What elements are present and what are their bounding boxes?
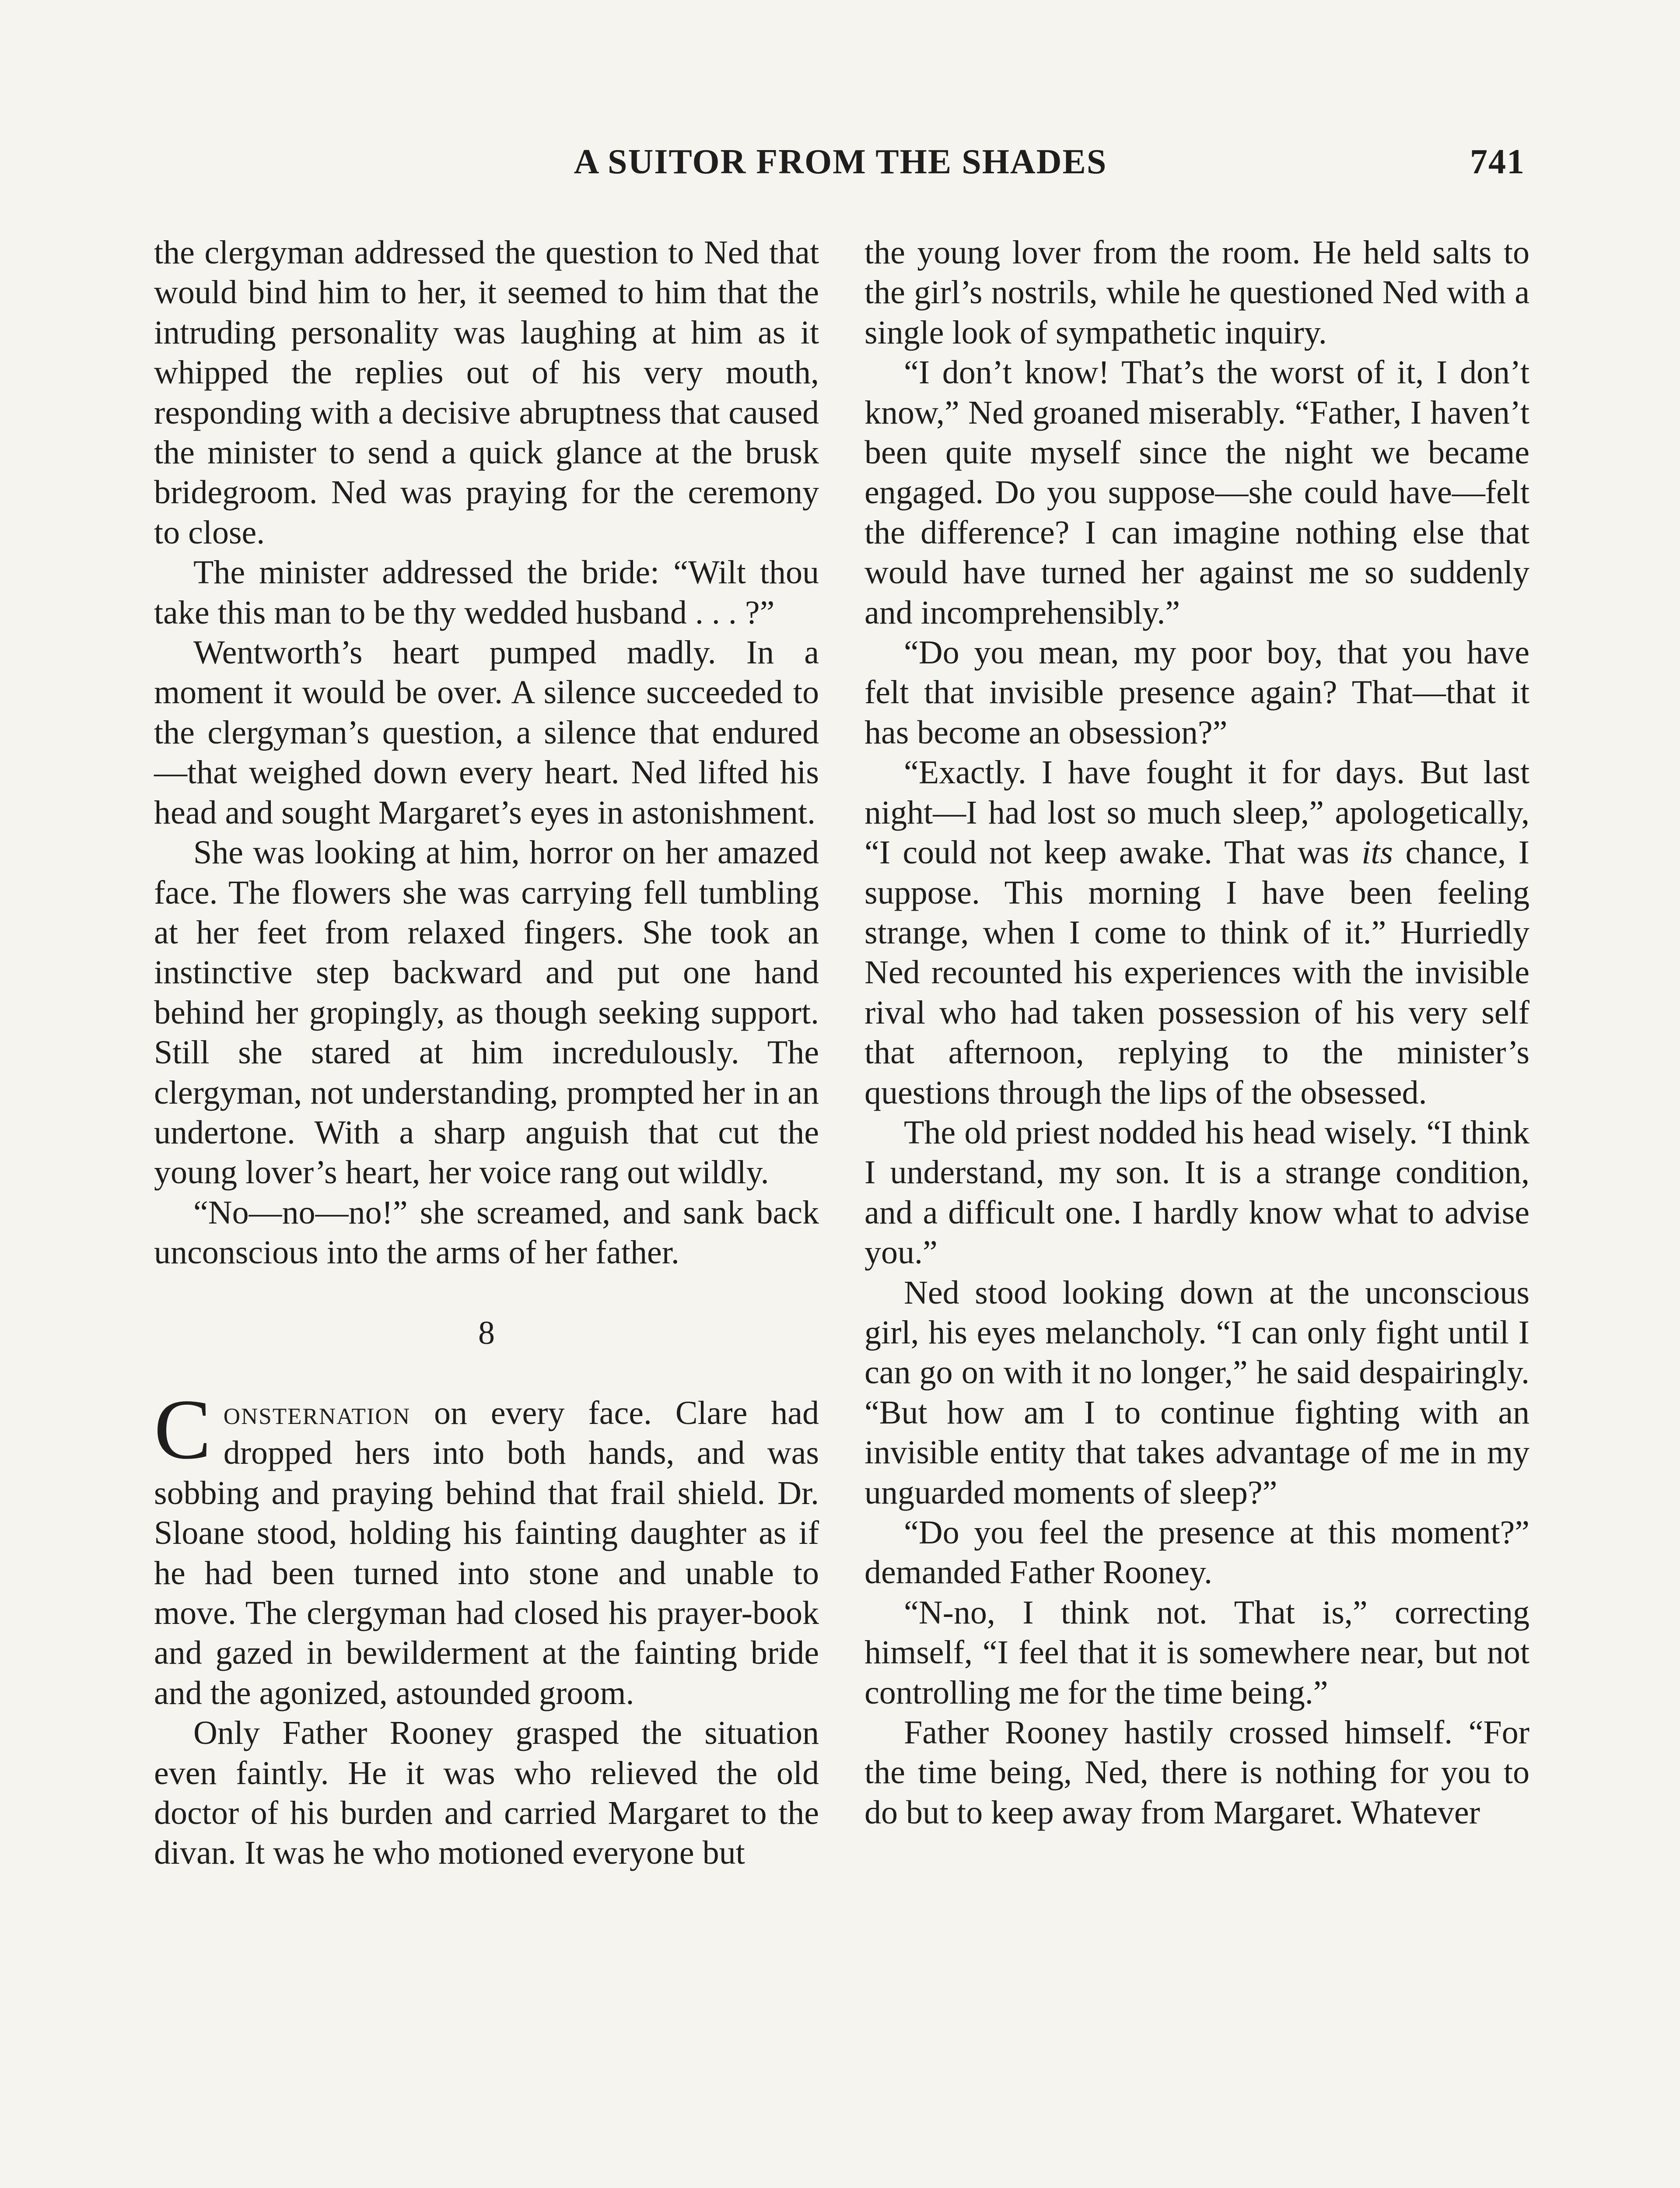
paragraph: Only Father Rooney grasped the situation even faintly. He it was who relieved the old doctor of his burden and carried Margaret to the divan. It was he who motioned everyone but [154, 1715, 819, 1872]
paragraph-text: chance, I suppose. This morning I have been feeling strange, when I come to think of it.” Hurriedly Ned recounted his experiences with the invisible rival who had taken possession of his very self that afternoon, replying to the minister’s questions through the lips of the obsessed. [864, 834, 1530, 1111]
paragraph: “Do you mean, my poor boy, that you have felt that invisible presence again? That—that it has become an obsession?” [864, 634, 1530, 751]
drop-cap: C [154, 1382, 211, 1477]
paragraph-text: “Exactly. I have fought it for days. But last night—I had lost so much sleep,” apologetically, “I could not keep awake. That was [864, 754, 1530, 871]
paragraph: “Do you feel the presence at this moment?” demanded Father Rooney. [864, 1514, 1530, 1591]
story-title: A SUITOR FROM THE SHADES [574, 143, 1107, 181]
section-number: 8 [478, 1314, 495, 1351]
paragraph: “N-no, I think not. That is,” correcting himself, “I feel that it is somewhere near, but not controlling me for the time being.” [864, 1594, 1530, 1711]
paragraph: the clergyman addressed the question to Ned that would bind him to her, it seemed to him that the intruding personality was laughing at him as it whipped the replies out of his very mouth, responding with a decisive abruptness that caused the minister to send a quick glance at the brusk bridegroom. Ned was praying for the ceremony to close. [154, 234, 819, 551]
paragraph: “I don’t know! That’s the worst of it, I don’t know,” Ned groaned miserably. “Father, I haven’t been quite myself since the night we became engaged. Do you suppose—she could have—felt the difference? I can imagine nothing else that would have turned her against me so suddenly and incomprehensibly.” [864, 354, 1530, 631]
section-opening-paragraph [154, 1382, 819, 1713]
paragraph: Ned stood looking down at the unconscious girl, his eyes melancholy. “I can only fight until I can go on with it no longer,” he said despairingly. “But how am I to continue fighting with an invisible entity that takes advantage of me in my unguarded moments of sleep?” [864, 1274, 1530, 1511]
emphasis-text: its [1362, 834, 1393, 871]
right-column [864, 233, 1530, 1833]
paragraph: the young lover from the room. He held salts to the girl’s nostrils, while he questioned Ned with a single look of sympathetic inquiry. [864, 234, 1530, 351]
left-column [154, 233, 819, 1873]
paragraph-text: on every face. Clare had dropped hers into both hands, and was sobbing and praying behind that frail shield. Dr. Sloane stood, holding his fainting daughter as if he had been turned into stone and unable to move. The clergyman had closed his prayer-book and gazed in bewilderment at the fainting bride and the agonized, astounded groom. [154, 1394, 819, 1711]
running-head [156, 138, 1525, 186]
paragraph: Wentworth’s heart pumped madly. In a moment it would be over. A silence succeeded to the clergyman’s question, a silence that endured—that weighed down every heart. Ned lifted his head and sought Margaret’s eyes in astonishment. [154, 634, 819, 831]
paragraph: Father Rooney hastily crossed himself. “For the time being, Ned, there is nothing for you to do but to keep away from Margaret. Whatever [864, 1714, 1530, 1831]
paragraph: “No—no—no!” she screamed, and sank back unconscious into the arms of her father. [154, 1194, 819, 1271]
page-number: 741 [1470, 143, 1525, 181]
paragraph: The old priest nodded his head wisely. “I think I understand, my son. It is a strange condition, and a difficult one. I hardly know what to advise you.” [864, 1114, 1530, 1271]
smallcaps-lead: onsternation [223, 1394, 411, 1431]
paragraph [864, 753, 1530, 1113]
paragraph: The minister addressed the bride: “Wilt thou take this man to be thy wedded husband . . . ?” [154, 554, 819, 631]
paragraph: She was looking at him, horror on her amazed face. The flowers she was carrying fell tumbling at her feet from relaxed fingers. She took an instinctive step backward and put one hand behind her gropingly, as though seeking support. Still she stared at him incredulously. The clergyman, not understanding, prompted her in an undertone. With a sharp anguish that cut the young lover’s heart, her voice rang out wildly. [154, 834, 819, 1191]
